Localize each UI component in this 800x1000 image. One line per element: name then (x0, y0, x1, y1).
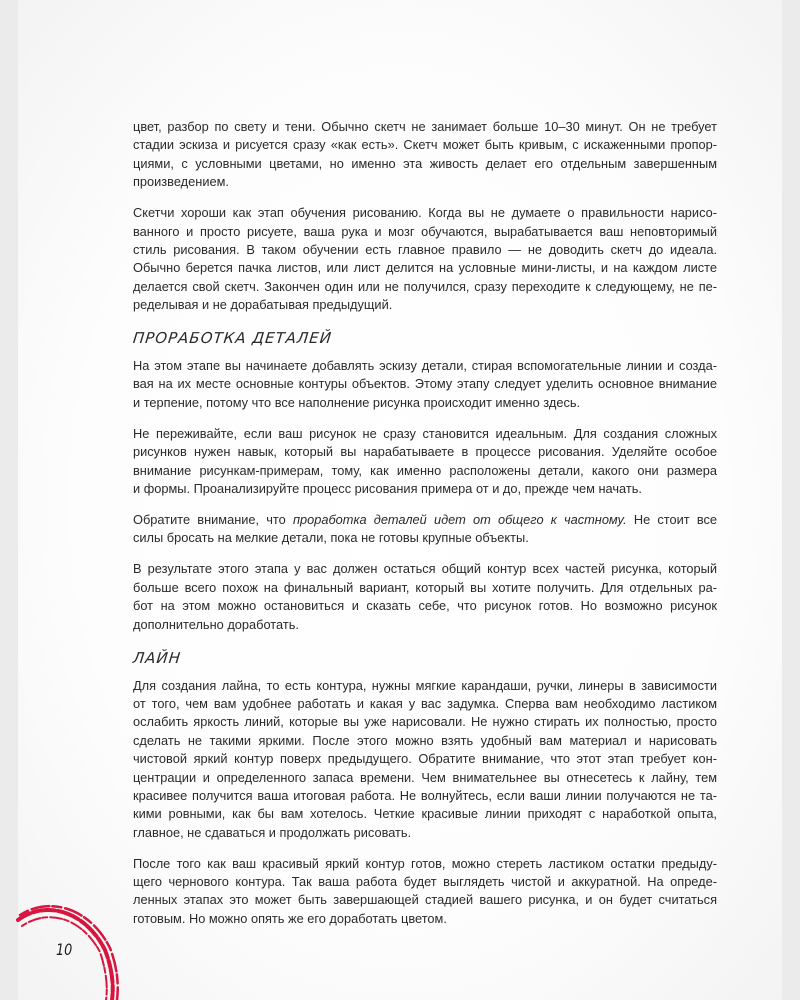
text-line (133, 511, 717, 529)
text-line: ределывая и не дорабатывая предыдущий. (133, 297, 393, 313)
text-line: центрации и определенного запаса времени. Чем внимательнее вы отнесетесь к лайну, тем (133, 769, 717, 785)
text-line: На этом этапе вы начинаете добавлять эскизу детали, стирая вспомогательные линии и созда- (133, 358, 717, 374)
text-fragment: Обратите внимание, что (133, 512, 293, 528)
text-line: внимание рисункам-примерам, тому, как именно расположены детали, какого они размера (133, 462, 717, 478)
paragraph (133, 425, 717, 499)
text-line: Скетчи хороши как этап обучения рисованию. Когда вы не думаете о правильности нарисо- (133, 205, 717, 221)
text-line: стиль рисования. В таком обучении есть главное правило — не доводить скетч до идеала. (133, 241, 717, 257)
text-line: дополнительно доработать. (133, 616, 299, 632)
paragraph (133, 677, 717, 843)
text-line: Для создания лайна, то есть контура, нужны мягкие карандаши, ручки, линеры в зависимости (133, 677, 717, 693)
text-line: больше всего похож на финальный вариант, который вы хотите получить. Для отдельных ра- (133, 579, 717, 595)
paragraph (133, 357, 717, 412)
text-line: стадии эскиза и рисуется сразу «как есть». Скетч может быть кривым, с искаженными пропор- (133, 137, 717, 153)
text-line: красивее получится ваша итоговая работа. Не волнуйтесь, если ваши линии получаются не та- (133, 787, 717, 803)
emphasis-text: проработка деталей идет от общего к частному. (292, 512, 627, 528)
page-number: 10 (56, 940, 73, 959)
text-line: рисунков нужен навык, который вы нарабатываете в процессе рисования. Уделяйте особое (133, 444, 717, 460)
section-heading: ЛАЙН (132, 648, 182, 667)
text-line: от того, чем вам удобнее работать и какая у вас задумка. Сперва вам необходимо ластиком (133, 695, 717, 711)
text-line: циями, с условными цветами, но именно эта живость делает его отдельным завершенным (133, 155, 717, 171)
paragraph (133, 204, 717, 314)
text-line: сделать не такими яркими. После этого можно взять удобный вам материал и нарисовать (133, 732, 717, 748)
text-line: и формы. Проанализируйте процесс рисования примера от и до, прежде чем начать. (133, 481, 642, 497)
text-line: вая на их месте основные контуры объектов. Этому этапу следует уделить основное внимание (133, 376, 717, 392)
text-line: кими ровными, как бы вам хотелось. Четкие красивые линии приходят с наработкой опыта, (133, 806, 717, 822)
section-heading: ПРОРАБОТКА ДЕТАЛЕЙ (132, 329, 333, 348)
text-line: делается свой скетч. Закончен один или не получился, сразу переходите к следующему, не пе- (133, 278, 717, 294)
text-fragment: Не стоит все (626, 512, 718, 528)
text-line: Обычно берется пачка листов, или лист делится на условные мини-листы, и на каждом листе (133, 260, 717, 276)
text-line: цвет, разбор по свету и тени. Обычно скетч не занимает больше 10–30 минут. Он не требует (133, 119, 717, 134)
text-line: произведением. (133, 174, 229, 190)
text-line: силы бросать на мелкие детали, пока не готовы крупные объекты. (133, 530, 529, 546)
text-line: ослабить яркость линий, которые вы уже нарисовали. Не нужно стирать их полностью, просто (133, 714, 717, 730)
paragraph (133, 511, 717, 548)
paragraph (133, 855, 717, 929)
text-line: После того как ваш красивый яркий контур готов, можно стереть ластиком остатки предыду- (133, 855, 717, 871)
paragraph (133, 560, 717, 634)
text-line: щего чернового контура. Так ваша работа будет выглядеть чистой и аккуратной. На опреде- (133, 874, 717, 890)
text-line: главное, не сдаваться и продолжать рисовать. (133, 824, 412, 840)
text-line: и терпение, потому что все наполнение рисунка происходит именно здесь. (133, 394, 581, 410)
text-line: Не переживайте, если ваш рисунок не сразу становится идеальным. Для создания сложных (133, 425, 717, 441)
text-line: бот на этом можно остановиться и сказать себе, что рисунок готов. Но возможно рисунок (133, 598, 717, 614)
text-line: В результате этого этапа у вас должен остаться общий контур всех частей рисунка, который (133, 561, 717, 577)
text-line: ванного и просто рисуете, ваша рука и мозг обучаются, вырабатывается ваш неповторимый (133, 223, 717, 239)
text-line: готовым. Но можно опять же его доработать цветом. (133, 910, 447, 926)
page-body (133, 118, 717, 941)
text-line: чистовой яркий контур поверх предыдущего. Обратите внимание, что этот этап требует кон- (133, 751, 717, 767)
text-line: ленных этапах это может быть завершающей стадией вашего рисунка, и он будет считаться (133, 892, 717, 908)
paragraph (133, 118, 717, 192)
